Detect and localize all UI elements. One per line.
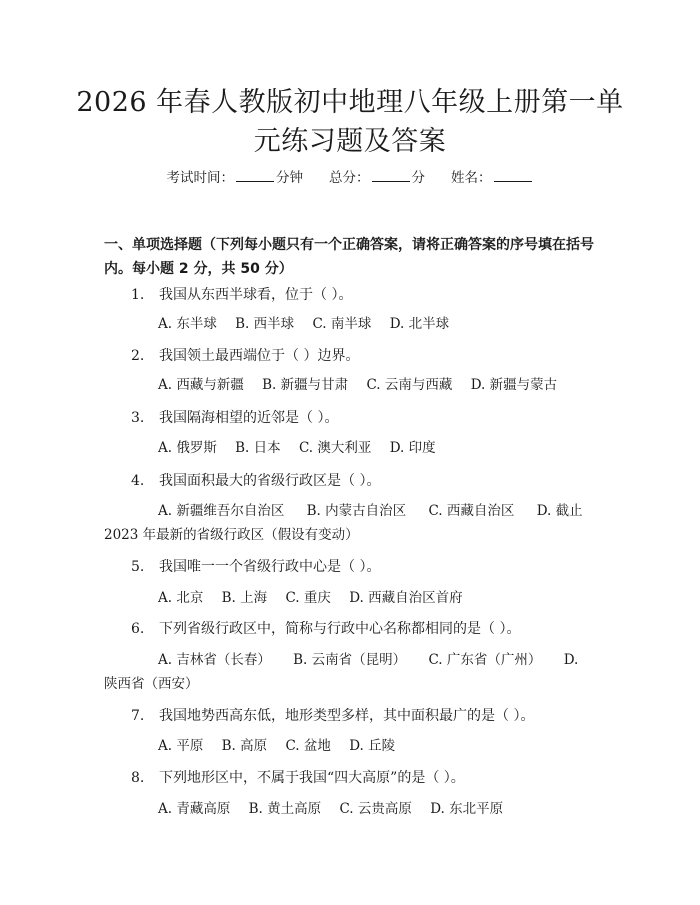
time-label: 考试时间： bbox=[166, 170, 234, 186]
time-unit: 分钟 bbox=[276, 170, 303, 186]
question-text: 我国从东西半球看，位于（ ）。 bbox=[159, 287, 353, 303]
option-a: A. 北京 bbox=[158, 590, 204, 606]
question-5 bbox=[131, 556, 380, 578]
question-text: 我国隔海相望的近邻是（ ）。 bbox=[159, 410, 339, 426]
question-number: 4. bbox=[131, 473, 145, 489]
option-b: B. 黄土高原 bbox=[248, 801, 322, 817]
option-b: B. 高原 bbox=[221, 738, 268, 754]
question-5-options bbox=[158, 587, 477, 609]
question-4 bbox=[131, 470, 380, 492]
question-text: 下列地形区中，不属于我国“四大高原”的是（ ）。 bbox=[159, 770, 465, 786]
option-c: C. 澳大利亚 bbox=[298, 440, 372, 456]
option-b: B. 云南省（昆明） bbox=[293, 652, 407, 668]
option-a: A. 新疆维吾尔自治区 bbox=[158, 503, 285, 519]
question-2 bbox=[131, 345, 359, 367]
option-d: D. 印度 bbox=[389, 440, 436, 456]
question-6-options bbox=[104, 648, 596, 696]
section-heading: 一、单项选择题（下列每小题只有一个正确答案，请将正确答案的序号填在括号内。每小题 2 分，共 50 分） bbox=[104, 237, 594, 277]
exam-title-line-2: 元练习题及答案 bbox=[253, 126, 447, 157]
option-a: A. 西藏与新疆 bbox=[158, 377, 244, 393]
name-label: 姓名： bbox=[451, 170, 492, 186]
option-c: C. 云南与西藏 bbox=[366, 377, 453, 393]
question-3-options bbox=[158, 437, 450, 459]
question-number: 7. bbox=[131, 708, 145, 724]
option-b: B. 上海 bbox=[221, 590, 268, 606]
question-text: 我国面积最大的省级行政区是（ ）。 bbox=[159, 473, 381, 489]
option-a: A. 东半球 bbox=[158, 316, 217, 332]
question-text: 下列省级行政区中，简称与行政中心名称都相同的是（ ）。 bbox=[159, 621, 521, 637]
option-c: C. 重庆 bbox=[285, 590, 331, 606]
question-number: 3. bbox=[131, 410, 145, 426]
question-text: 我国领土最西端位于（ ）边界。 bbox=[159, 348, 360, 364]
option-d: D. 西藏自治区首府 bbox=[349, 590, 463, 606]
option-b: B. 内蒙古自治区 bbox=[306, 503, 407, 519]
option-b: B. 西半球 bbox=[235, 316, 295, 332]
question-number: 8. bbox=[131, 770, 145, 786]
question-text: 我国地势西高东低，地形类型多样，其中面积最广的是（ ）。 bbox=[159, 708, 535, 724]
score-blank bbox=[372, 168, 410, 182]
name-blank bbox=[494, 168, 532, 182]
question-8-options bbox=[158, 798, 517, 820]
question-2-options bbox=[158, 374, 571, 396]
option-a: A. 吉林省（长春） bbox=[158, 652, 271, 668]
option-d: D. 丘陵 bbox=[349, 738, 396, 754]
option-c: C. 盆地 bbox=[285, 738, 331, 754]
option-c: C. 云贵高原 bbox=[339, 801, 412, 817]
question-3 bbox=[131, 407, 338, 429]
question-7 bbox=[131, 705, 534, 727]
option-a: A. 平原 bbox=[158, 738, 204, 754]
option-b: B. 新疆与甘肃 bbox=[262, 377, 349, 393]
question-1-options bbox=[158, 313, 463, 335]
option-b: B. 日本 bbox=[235, 440, 281, 456]
question-number: 5. bbox=[131, 559, 145, 575]
score-label: 总分： bbox=[329, 170, 370, 186]
time-blank bbox=[236, 168, 274, 182]
question-1 bbox=[131, 284, 352, 306]
option-d: D. 陕西省（西安） bbox=[104, 652, 579, 692]
option-a: A. 青藏高原 bbox=[158, 801, 231, 817]
question-6 bbox=[131, 618, 520, 640]
question-8 bbox=[131, 767, 465, 789]
option-d: D. 截止 2023 年最新的省级行政区（假设有变动） bbox=[104, 503, 583, 543]
option-c: C. 南半球 bbox=[312, 316, 372, 332]
exam-title-line-1: 2026 年春人教版初中地理八年级上册第一单 bbox=[76, 87, 624, 118]
option-d: D. 新疆与蒙古 bbox=[470, 377, 558, 393]
score-unit: 分 bbox=[411, 170, 425, 186]
question-4-options bbox=[104, 499, 596, 547]
question-number: 2. bbox=[131, 348, 145, 364]
option-c: C. 广东省（广州） bbox=[428, 652, 542, 668]
question-number: 6. bbox=[131, 621, 145, 637]
question-7-options bbox=[158, 735, 409, 757]
option-d: D. 东北平原 bbox=[430, 801, 504, 817]
option-a: A. 俄罗斯 bbox=[158, 440, 217, 456]
question-number: 1. bbox=[131, 287, 145, 303]
question-text: 我国唯一一个省级行政中心是（ ）。 bbox=[159, 559, 381, 575]
option-d: D. 北半球 bbox=[389, 316, 450, 332]
exam-meta-row bbox=[0, 168, 700, 188]
option-c: C. 西藏自治区 bbox=[428, 503, 515, 519]
